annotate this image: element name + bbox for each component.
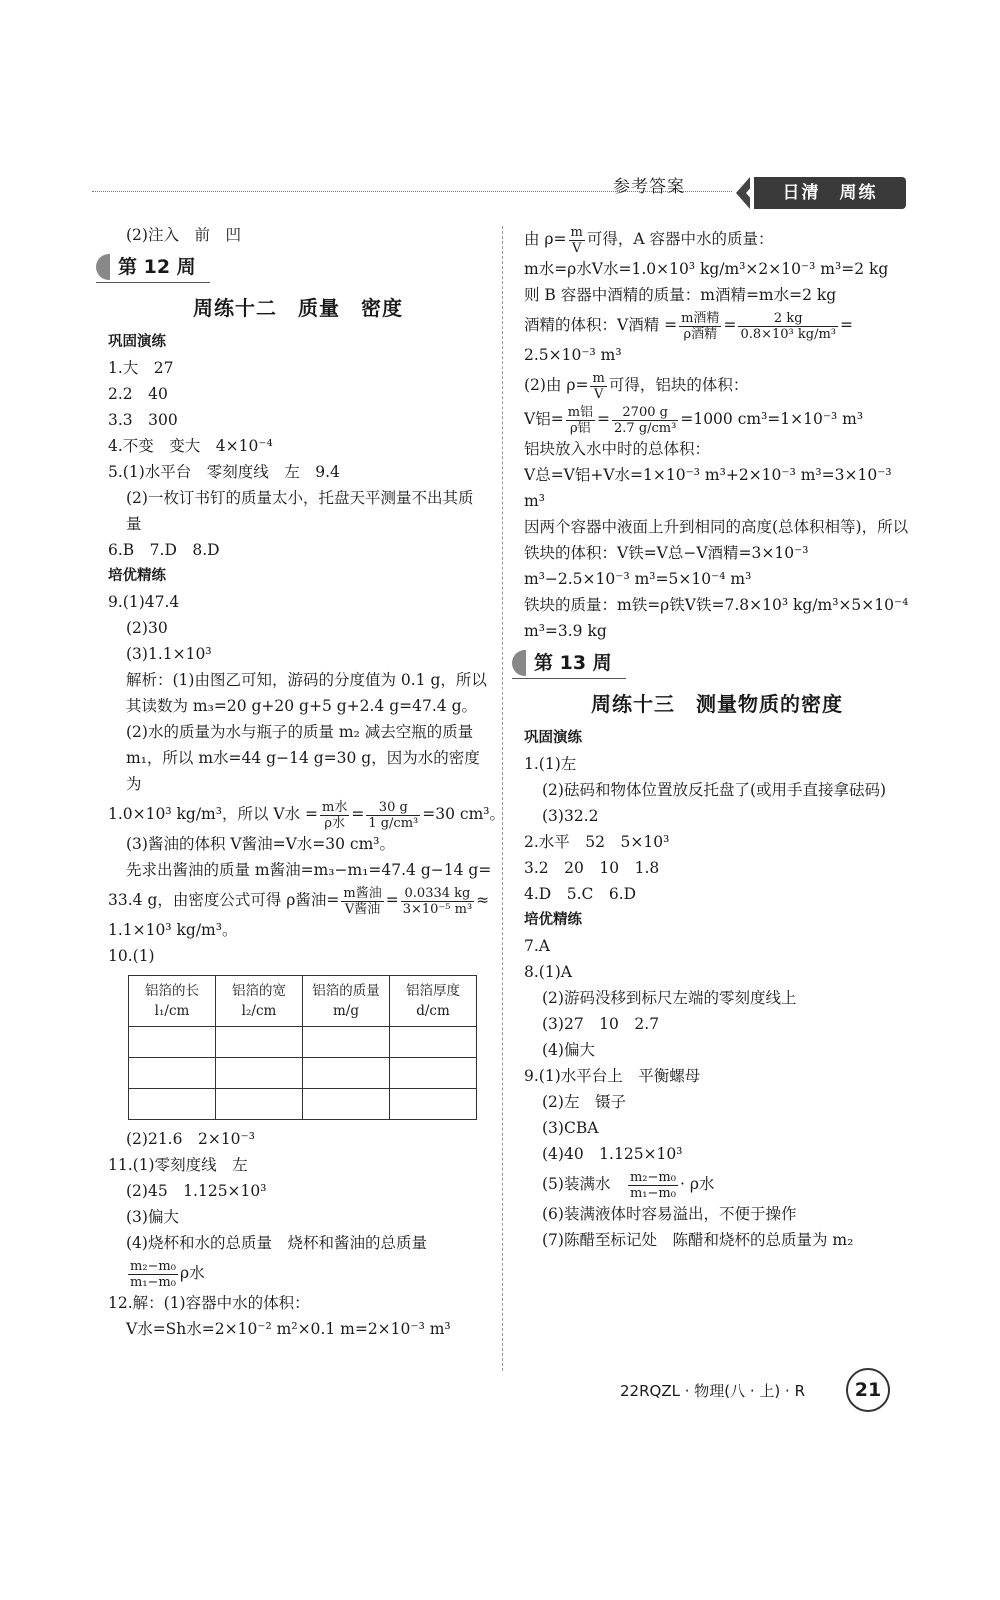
answer-line: (2)45 1.125×10³ (126, 1182, 267, 1200)
answer-line: 5.(1)水平台 零刻度线 左 9.4 (108, 463, 340, 481)
formula-line: 1.0×10³ kg/m³，所以 V水 = $\frac{\text{m水}}{\text{ρ水}}$ = $\frac{30 g}{\text{1 g/cm³}}$ =30 cm³。 (108, 799, 505, 831)
header-title: 参考答案 (613, 177, 685, 197)
table-row (129, 1027, 477, 1058)
column-divider (502, 226, 503, 1371)
answer-line: (2)30 (126, 619, 168, 637)
answer-line: 铝块放入水中时的总体积： (524, 440, 711, 458)
left-column (108, 222, 505, 1342)
section-title: 周练十二 质量 密度 (193, 296, 403, 320)
answer-line: (2)游码没移到标尺左端的零刻度线上 (542, 989, 797, 1007)
page-number: 21 (846, 1368, 890, 1412)
answer-line: (2)左 镊子 (542, 1093, 626, 1111)
subheading: 巩固演练 (524, 730, 582, 746)
answer-line: 2.2 40 (108, 385, 168, 403)
fraction: $\frac{30 g}{\text{1 g/cm³}}$ (368, 799, 419, 831)
answer-line: 1.1×10³ kg/m³。 (108, 921, 238, 939)
answer-line: (7)陈醋至标记处 陈醋和烧杯的总质量为 m₂ (542, 1231, 854, 1249)
answer-line: (2)水的质量为水与瓶子的质量 m₂ 减去空瓶的质量 m₁，所以 m水=44 g−14 g=30 g，因为水的密度为 (126, 723, 480, 793)
week-heading: 第 12 周 (96, 252, 210, 283)
answer-line: (3)CBA (542, 1119, 599, 1137)
answer-line: 3.2 20 10 1.8 (524, 859, 660, 877)
table-header: 铝箔的长 l₁/cm (129, 976, 216, 1027)
table-header: 铝箔厚度 d/cm (390, 976, 477, 1027)
measurement-table (128, 975, 477, 1120)
formula-line: 由 ρ= $\frac{m}{V}$ 可得，A 容器中水的质量： (524, 224, 774, 256)
answer-line: (3)32.2 (542, 807, 599, 825)
answer-line: 4.不变 变大 4×10⁻⁴ (108, 437, 273, 455)
answer-line: 铁块的质量：m铁=ρ铁V铁=7.8×10³ kg/m³×5×10⁻⁴ m³=3.9 kg (524, 596, 909, 640)
formula-line: V铝= $\frac{\text{m铝}}{\text{ρ铝}}$ = $\frac{2700 g}{\text{2.7 g/cm³}}$ =1000 cm³=1×10⁻³ m³ (524, 404, 864, 436)
answer-line: 解析：(1)由图乙可知，游码的分度值为 0.1 g，所以其读数为 m₃=20 g+20 g+5 g+2.4 g=47.4 g。 (126, 671, 487, 715)
table-header-row (129, 976, 477, 1027)
answer-line: (3)1.1×10³ (126, 645, 212, 663)
answer-line: 先求出酱油的质量 m酱油=m₃−m₁=47.4 g−14 g= (126, 861, 492, 879)
answer-line: 8.(1)A (524, 963, 572, 981)
subheading: 巩固演练 (108, 334, 166, 350)
week-heading: 第 13 周 (512, 648, 626, 679)
answer-line: (4)40 1.125×10³ (542, 1145, 683, 1163)
formula-line: (5)装满水 $\frac{\text{m₂−m₀}}{\text{m₁−m₀}}$ · ρ水 (542, 1169, 715, 1201)
formula-line: 酒精的体积：V酒精 = $\frac{\text{m酒精}}{\text{ρ酒精}}$ = $\frac{2 kg}{\text{0.8×10³ kg/m³}}$ = (524, 310, 854, 342)
fraction: $\frac{0.0334 kg}{\text{3×10⁻⁵ m³}}$ (402, 885, 473, 917)
fraction: $\frac{2 kg}{\text{0.8×10³ kg/m³}}$ (740, 310, 837, 342)
answer-line: 因两个容器中液面上升到相同的高度(总体积相等)，所以铁块的体积：V铁=V总−V酒精=3×10⁻³ m³−2.5×10⁻³ m³=5×10⁻⁴ m³ (524, 518, 909, 588)
answer-line: (3)27 10 2.7 (542, 1015, 660, 1033)
table-header: 铝箔的质量 m/g (303, 976, 390, 1027)
answer-line: 7.A (524, 937, 550, 955)
answer-line: (3)偏大 (126, 1208, 179, 1226)
answer-line: 12.解：(1)容器中水的体积： (108, 1294, 310, 1312)
fraction: $\frac{2700 g}{\text{2.7 g/cm³}}$ (614, 404, 677, 436)
subheading: 培优精练 (524, 912, 582, 928)
answer-line: (2)一枚订书钉的质量太小，托盘天平测量不出其质量 (126, 489, 474, 533)
answer-line: 6.B 7.D 8.D (108, 541, 220, 559)
answer-line: (3)酱油的体积 V酱油=V水=30 cm³。 (126, 835, 395, 853)
fraction: $\frac{\text{m水}}{\text{ρ水}}$ (322, 799, 348, 831)
answer-line: (2)21.6 2×10⁻³ (126, 1130, 255, 1148)
answer-line: 9.(1)47.4 (108, 593, 180, 611)
subheading: 培优精练 (108, 568, 166, 584)
answer-line: 10.(1) (108, 947, 155, 965)
formula-line: (2)由 ρ= $\frac{m}{V}$ 可得，铝块的体积： (524, 370, 749, 402)
answer-line: 9.(1)水平台上 平衡螺母 (524, 1067, 701, 1085)
fraction: $\frac{\text{m铝}}{\text{ρ铝}}$ (567, 404, 594, 436)
table-row (129, 1058, 477, 1089)
answer-line: 1.大 27 (108, 359, 174, 377)
answer-line: 2.水平 52 5×10³ (524, 833, 670, 851)
answer-line: V总=V铝+V水=1×10⁻³ m³+2×10⁻³ m³=3×10⁻³ m³ (524, 466, 892, 510)
answer-line: (4)烧杯和水的总质量 烧杯和酱油的总质量 (126, 1234, 427, 1252)
answer-line: (4)偏大 (542, 1041, 595, 1059)
table-row (129, 1089, 477, 1120)
answer-line: V水=Sh水=2×10⁻² m²×0.1 m=2×10⁻³ m³ (126, 1320, 451, 1338)
answer-line: 1.(1)左 (524, 755, 577, 773)
header-badge: 日清 周练 (754, 177, 906, 209)
fraction: $\frac{\text{m酱油}}{\text{V酱油}}$ (343, 885, 382, 917)
answer-line: 3.3 300 (108, 411, 178, 429)
answer-line: (6)装满液体时容易溢出，不便于操作 (542, 1205, 797, 1223)
formula-line: $\frac{\text{m₂−m₀}}{\text{m₁−m₀}}$ ρ水 (130, 1258, 205, 1290)
fraction: $\frac{m}{V}$ (592, 370, 605, 402)
fraction: $\frac{\text{m₂−m₀}}{\text{m₁−m₀}}$ (629, 1169, 676, 1201)
table-header: 铝箔的宽 l₂/cm (216, 976, 303, 1027)
section-title: 周练十三 测量物质的密度 (591, 692, 843, 716)
answer-line: (2)砝码和物体位置放反托盘了(或用手直接拿砝码) (542, 781, 887, 799)
answer-line: m水=ρ水V水=1.0×10³ kg/m³×2×10⁻³ m³=2 kg (524, 260, 889, 278)
answer-line: 2.5×10⁻³ m³ (524, 346, 622, 364)
answer-line: (2)注入 前 凹 (126, 226, 241, 244)
formula-line: 33.4 g，由密度公式可得 ρ酱油= $\frac{\text{m酱油}}{\text{V酱油}}$ = $\frac{0.0334 kg}{\text{3×10⁻⁵ m³}}$ ≈ (108, 885, 490, 917)
fraction: $\frac{\text{m酒精}}{\text{ρ酒精}}$ (681, 310, 720, 342)
answer-line: 则 B 容器中酒精的质量：m酒精=m水=2 kg (524, 286, 837, 304)
fraction: $\frac{\text{m₂−m₀}}{\text{m₁−m₀}}$ (130, 1258, 176, 1290)
fraction: $\frac{m}{V}$ (570, 224, 583, 256)
footer-code: 22RQZL · 物理(八 · 上) · R (620, 1382, 805, 1400)
right-column (524, 222, 910, 1253)
answer-line: 11.(1)零刻度线 左 (108, 1156, 248, 1174)
answer-line: 4.D 5.C 6.D (524, 885, 637, 903)
